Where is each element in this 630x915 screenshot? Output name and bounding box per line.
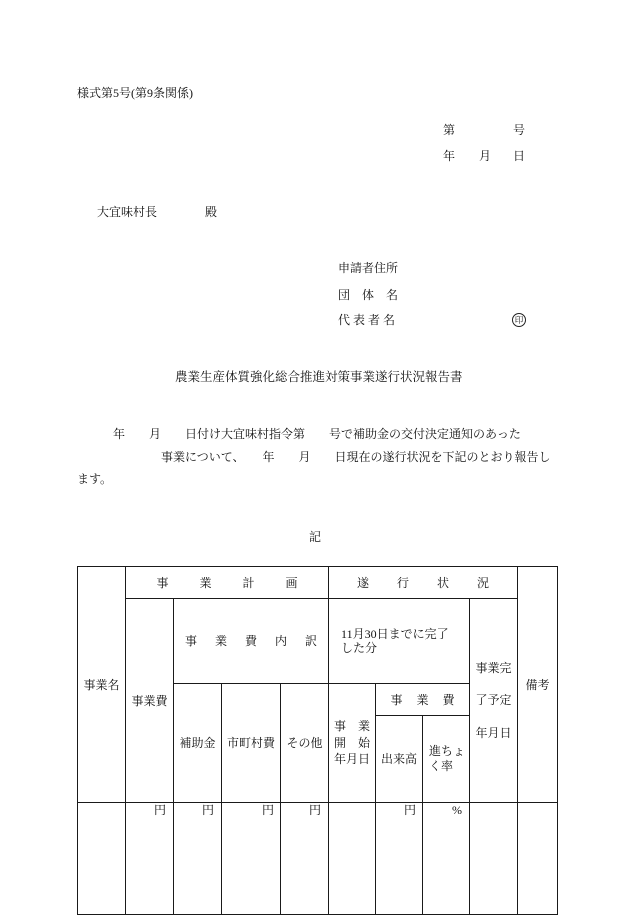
document-title: 農業生産体質強化総合推進対策事業遂行状況報告書: [175, 370, 463, 384]
body-line-3: ます。: [77, 472, 113, 486]
group-name-label: 団 体 名: [338, 288, 399, 302]
cell-completion-date: [470, 803, 518, 915]
date-year-label: 年: [443, 149, 456, 163]
progress-report-table: [77, 566, 558, 915]
header-progress-rate: [423, 716, 470, 803]
header-cost-breakdown: 事 業 費 内 訳: [174, 599, 329, 684]
cell-other-unit: 円: [281, 803, 329, 915]
reference-number-prefix: 第: [443, 123, 456, 137]
cell-remarks: [518, 803, 558, 915]
body-line-2: 事業について、 年 月 日現在の遂行状況を下記のとおり報告し: [161, 450, 551, 464]
header-project-cost: 事業費: [126, 599, 174, 803]
completion-date-line-3: 年月日: [475, 725, 512, 740]
progress-rate-line-2: く率: [429, 759, 454, 773]
header-output: 出来高: [376, 716, 423, 803]
cell-project-cost-unit: 円: [126, 803, 174, 915]
cell-municipal-unit: 円: [222, 803, 281, 915]
cell-project-name: [78, 803, 126, 915]
progress-rate-line-1: 進ちょ: [429, 744, 466, 758]
seal-mark: 印: [512, 313, 526, 327]
date-day-label: 日: [513, 149, 526, 163]
reference-number-suffix: 号: [513, 123, 526, 137]
ki-label: 記: [309, 530, 322, 544]
header-project-name: 事業名: [78, 567, 126, 803]
header-other: その他: [281, 684, 329, 803]
header-completion-date: [470, 599, 518, 803]
representative-name-label: 代 表 者 名: [338, 313, 396, 327]
header-subsidy: 補助金: [174, 684, 222, 803]
completion-date-line-1: 事業完: [475, 660, 512, 675]
cell-subsidy-unit: 円: [174, 803, 222, 915]
header-cost: 事 業 費: [376, 684, 470, 716]
completed-by-line-1: 11月30日までに完了: [341, 627, 449, 641]
start-date-line-2: 開 始: [334, 735, 371, 750]
header-project-plan: 事 業 計 画: [126, 567, 329, 599]
form-number: 様式第5号(第9条関係): [77, 86, 193, 100]
start-date-line-3: 年月日: [334, 752, 371, 767]
start-date-line-1: 事 業: [334, 719, 371, 734]
cell-start-date: [329, 803, 376, 915]
body-line-1: 年 月 日付け大宜味村指令第 号で補助金の交付決定通知のあった: [113, 427, 521, 441]
table-row: [78, 803, 558, 915]
header-completed-by: [329, 599, 470, 684]
applicant-address-label: 申請者住所: [338, 261, 399, 275]
completed-by-line-2: した分: [341, 641, 378, 655]
date-month-label: 月: [479, 149, 492, 163]
header-municipal-cost: 市町村費: [222, 684, 281, 803]
header-start-date: [329, 684, 376, 803]
header-remarks: 備考: [518, 567, 558, 803]
cell-output-unit: 円: [376, 803, 423, 915]
header-progress-status: 遂 行 状 況: [329, 567, 518, 599]
cell-progress-rate-unit: %: [423, 803, 470, 915]
completion-date-line-2: 了予定: [475, 693, 512, 708]
addressee: 大宜味村長 殿: [97, 205, 218, 219]
